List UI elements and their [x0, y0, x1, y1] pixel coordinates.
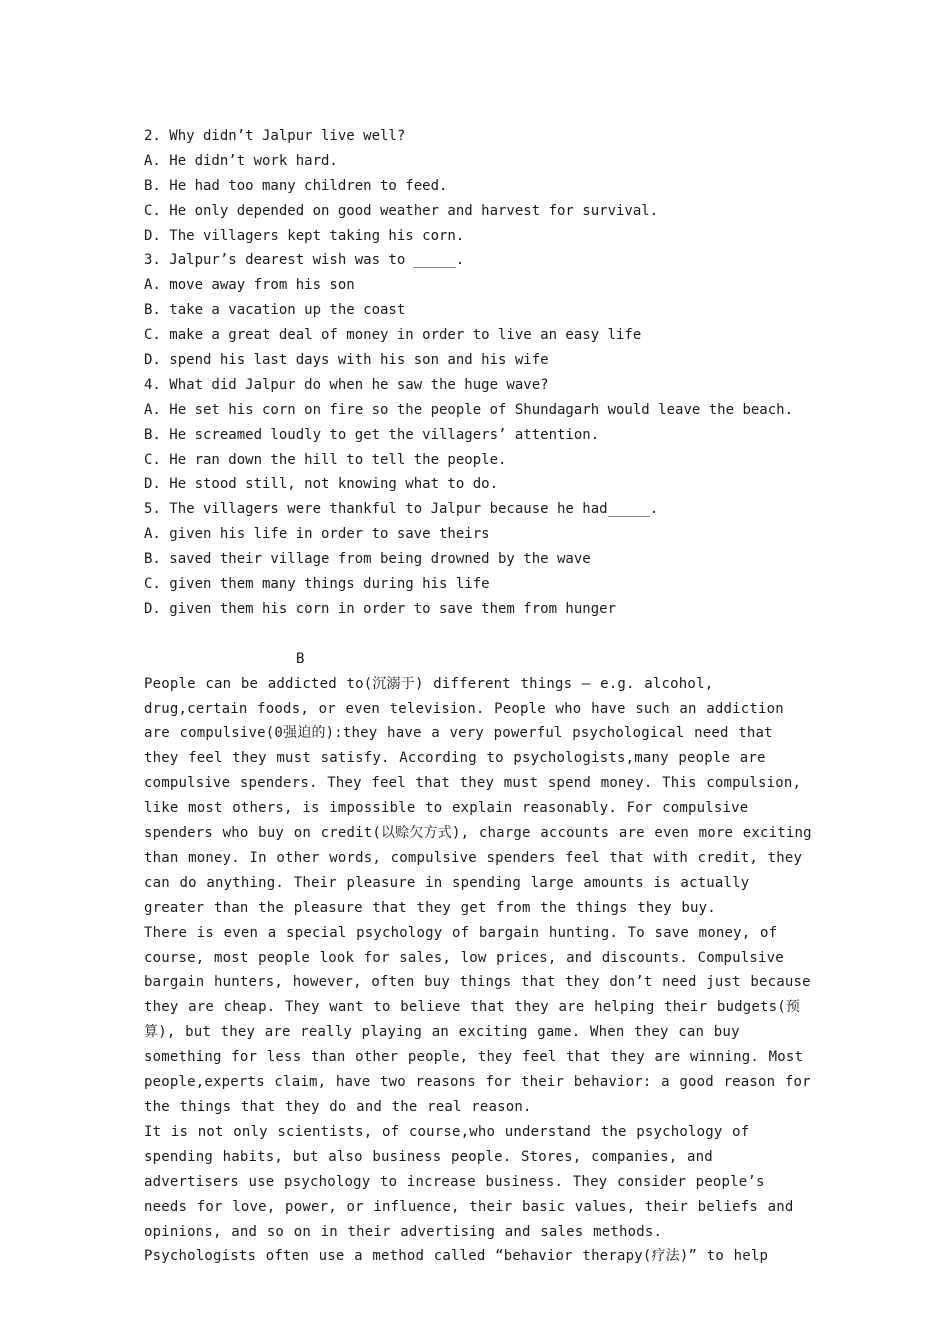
passage-paragraph: People can be addicted to(沉溺于) different things — e.g. alcohol, drug,certain foods, or even television. People who have such an addiction are compulsive(0强迫的):they have a very powerful psychological need that they feel they must satisfy. According to psychologists,many people are compulsive spenders. They feel that they must spend money. This compulsion, like most others, is impossible to explain reasonably. For compulsive spenders who buy on credit(以赊欠方式), charge accounts are even more exciting than money. In other words, compulsive spenders feel that with credit, they can do anything. Their pleasure in spending large amounts is actually greater than the pleasure that they get from the things they buy. — [144, 675, 812, 916]
passage-paragraph: Psychologists often use a method called “behavior therapy(疗法)” to help — [144, 1248, 769, 1265]
passage-paragraph: There is even a special psychology of bargain hunting. To save money, of course, most people look for sales, low prices, and discounts. Compulsive bargain hunters, however, often buy things that they don’t need just because they are cheap. They want to believe that they are helping their budgets(预算), but they are really playing an exciting game. When they can buy something for less than other people, they feel that they are winning. Most people,experts claim, have two reasons for their behavior: a good reason for the things that they do and the real reason. — [144, 924, 811, 1115]
section-heading: B — [296, 650, 305, 667]
answer-option: D. He stood still, not knowing what to do. — [144, 476, 499, 493]
answer-option: D. spend his last days with his son and his wife — [144, 352, 549, 369]
answer-option: A. given his life in order to save theirs — [144, 526, 490, 543]
answer-option: C. He ran down the hill to tell the people. — [144, 451, 507, 468]
document-page — [144, 124, 824, 1269]
answer-option: B. take a vacation up the coast — [144, 302, 406, 319]
answer-option: A. move away from his son — [144, 277, 355, 294]
answer-option: D. given them his corn in order to save them from hunger — [144, 600, 617, 617]
answer-option: A. He didn’t work hard. — [144, 152, 338, 169]
answer-option: C. given them many things during his life — [144, 576, 490, 593]
answer-option: D. The villagers kept taking his corn. — [144, 227, 465, 244]
answer-option: C. make a great deal of money in order to live an easy life — [144, 327, 642, 344]
question-stem: 4. What did Jalpur do when he saw the huge wave? — [144, 376, 549, 393]
question-stem: 5. The villagers were thankful to Jalpur because he had_____. — [144, 501, 659, 518]
answer-option: B. saved their village from being drowned by the wave — [144, 551, 591, 568]
section-spacer — [144, 622, 824, 647]
answer-option: A. He set his corn on fire so the people of Shundagarh would leave the beach. — [144, 401, 794, 418]
question-stem: 3. Jalpur’s dearest wish was to _____. — [144, 252, 465, 269]
passage-paragraph: It is not only scientists, of course,who understand the psychology of spending habits, but also business people. Stores, companies, and advertisers use psychology to increase business. They consider people’s needs for love, power, or influence, their basic values, their beliefs and opinions, and so on in their advertising and sales methods. — [144, 1123, 794, 1240]
answer-option: B. He screamed loudly to get the villagers’ attention. — [144, 426, 600, 443]
question-stem: 2. Why didn’t Jalpur live well? — [144, 128, 406, 144]
answer-option: B. He had too many children to feed. — [144, 177, 448, 194]
answer-option: C. He only depended on good weather and harvest for survival. — [144, 202, 659, 219]
passage-body — [144, 672, 816, 1270]
